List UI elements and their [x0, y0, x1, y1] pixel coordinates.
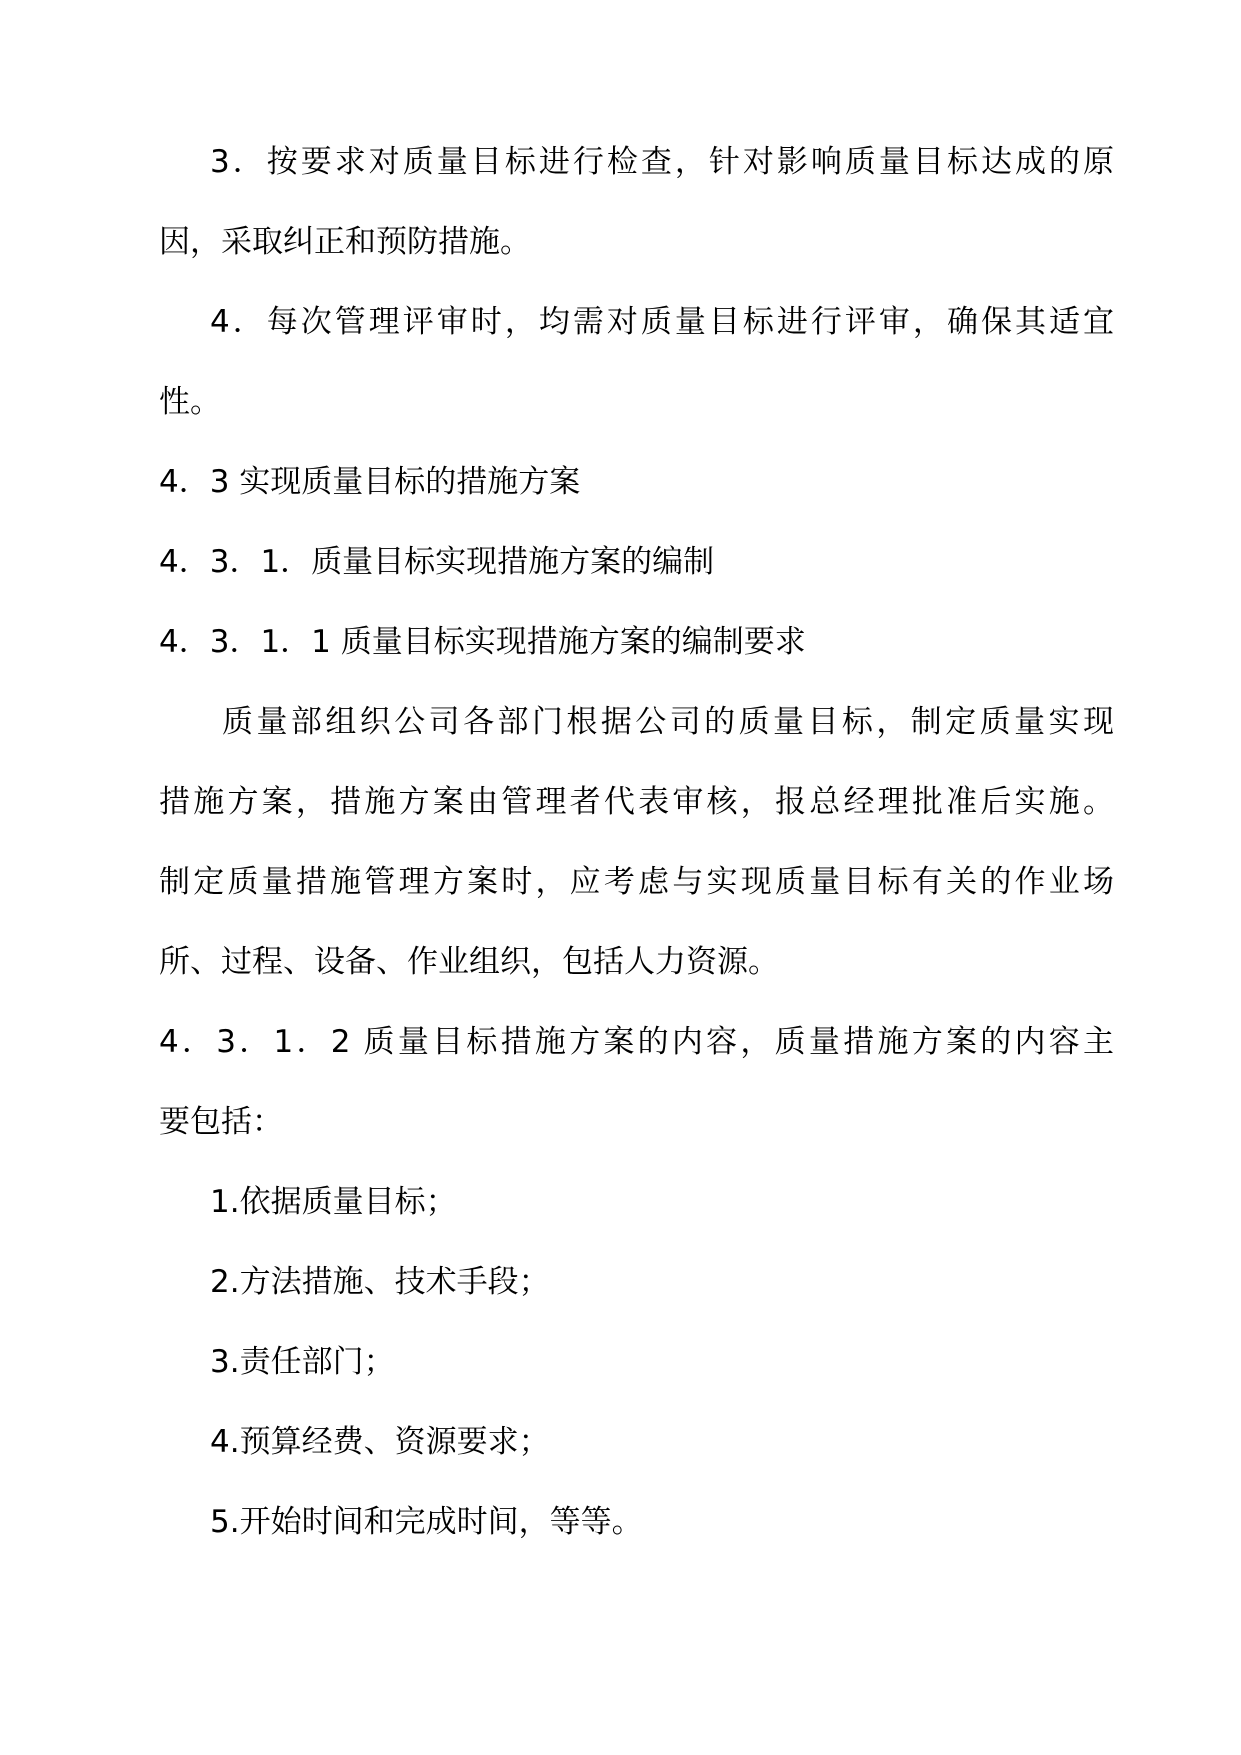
list-item: 4.预算经费、资源要求；	[210, 1424, 550, 1460]
list-item-4-review-cont: 性。	[159, 384, 221, 420]
paragraph-line: 措施方案，措施方案由管理者代表审核，报总经理批准后实施。	[159, 784, 1114, 820]
section-heading-4-3-1-2-cont: 要包括：	[159, 1104, 283, 1140]
section-heading-4-3-1: 4．3．1．质量目标实现措施方案的编制	[159, 544, 715, 580]
list-item-3-check: 3．按要求对质量目标进行检查，针对影响质量目标达成的原	[210, 144, 1114, 180]
list-item: 1.依据质量目标；	[210, 1184, 457, 1220]
list-item-4-review: 4．每次管理评审时，均需对质量目标进行评审，确保其适宜	[210, 304, 1114, 340]
section-heading-4-3-1-1: 4．3．1．1 质量目标实现措施方案的编制要求	[159, 624, 806, 660]
paragraph-line: 所、过程、设备、作业组织，包括人力资源。	[159, 944, 779, 980]
list-item: 2.方法措施、技术手段；	[210, 1264, 550, 1300]
list-item-3-check-cont: 因，采取纠正和预防措施。	[159, 224, 531, 260]
list-item: 5.开始时间和完成时间，等等。	[210, 1504, 643, 1540]
paragraph-line: 质量部组织公司各部门根据公司的质量目标，制定质量实现	[222, 704, 1114, 740]
document-body	[159, 132, 1114, 1572]
paragraph-line: 制定质量措施管理方案时，应考虑与实现质量目标有关的作业场	[159, 864, 1114, 900]
list-item: 3.责任部门；	[210, 1344, 395, 1380]
section-heading-4-3-1-2: 4．3．1．2 质量目标措施方案的内容，质量措施方案的内容主	[159, 1024, 1114, 1060]
section-heading-4-3: 4．3 实现质量目标的措施方案	[159, 464, 581, 500]
